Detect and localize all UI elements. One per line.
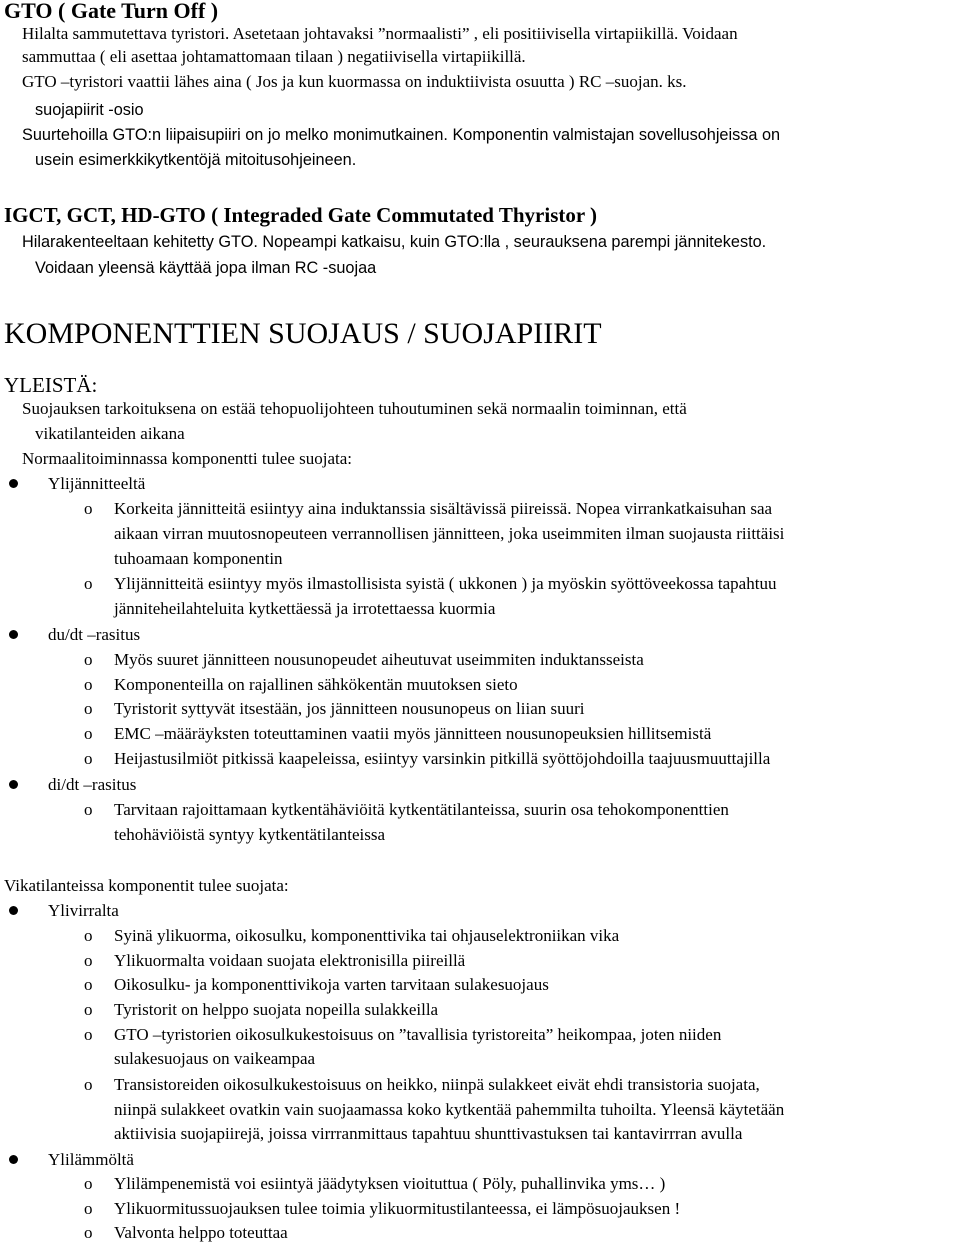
sub-item-line: Komponenteilla on rajallinen sähkökentän muutoksen sieto <box>114 675 518 694</box>
intro-line: Suojauksen tarkoituksena on estää tehopuolijohteen tuhoutuminen sekä normaalin toiminnan, että <box>22 399 687 418</box>
gto-text-line: suojapiirit -osio <box>35 101 144 119</box>
general-heading: YLEISTÄ: <box>4 373 98 397</box>
list-item-label: Ylilämmöltä <box>48 1150 134 1169</box>
sub-item-line: Tarvitaan rajoittamaan kytkentähäviöitä kytkentätilanteissa, suurin osa tehokomponenttien <box>114 800 729 819</box>
bullet-icon <box>9 479 18 488</box>
sub-item-line: Ylikuormalta voidaan suojata elektronisilla piireillä <box>114 951 466 970</box>
sub-bullet-icon: o <box>84 1000 93 1019</box>
sub-item-line: Syinä ylikuorma, oikosulku, komponenttivika tai ohjauselektroniikan vika <box>114 926 620 945</box>
list-item-label: Ylijännitteeltä <box>48 474 146 493</box>
sub-bullet-icon: o <box>84 650 93 669</box>
sub-item-line: Korkeita jännitteitä esiintyy aina induktanssia sisältävissä piireissä. Nopea virrankatkaisuhan saa <box>114 499 773 518</box>
list-item-label: Ylivirralta <box>48 901 119 920</box>
sub-item-line: Transistoreiden oikosulkukestoisuus on heikko, niinpä sulakkeet eivät ehdi transistoria suojata, <box>114 1075 760 1094</box>
sub-bullet-icon: o <box>84 1025 93 1044</box>
sub-bullet-icon: o <box>84 975 93 994</box>
fault-heading: Vikatilanteissa komponentit tulee suojata: <box>4 876 289 895</box>
sub-bullet-icon: o <box>84 675 93 694</box>
gto-text-line: sammuttaa ( eli asettaa johtamattomaan tilaan ) negatiivisella virtapiikillä. <box>22 47 526 66</box>
bullet-icon <box>9 630 18 639</box>
sub-bullet-icon: o <box>84 1075 93 1094</box>
sub-bullet-icon: o <box>84 574 93 593</box>
igct-heading: IGCT, GCT, HD-GTO ( Integraded Gate Commutated Thyristor ) <box>4 203 598 227</box>
sub-bullet-icon: o <box>84 724 93 743</box>
sub-item-line: Oikosulku- ja komponenttivikoja varten tarvitaan sulakesuojaus <box>114 975 549 994</box>
intro-line: vikatilanteiden aikana <box>35 424 185 443</box>
sub-bullet-icon: o <box>84 800 93 819</box>
gto-text-line: GTO –tyristori vaattii lähes aina ( Jos ja kun kuormassa on induktiivista osuutta ) RC –suojan. ks. <box>22 72 687 91</box>
sub-bullet-icon: o <box>84 1223 93 1242</box>
sub-item-line: Ylijännitteitä esiintyy myös ilmastollisista syistä ( ukkonen ) ja myöskin syöttöveekossa tapahtuu <box>114 574 777 593</box>
sub-item-line: EMC –määräyksten toteuttaminen vaatii myös jännitteen nousunopeuksien hillitsemistä <box>114 724 712 743</box>
sub-bullet-icon: o <box>84 699 93 718</box>
sub-bullet-icon: o <box>84 926 93 945</box>
sub-item-line: niinpä sulakkeet ovatkin vain suojaamassa koko kytkentää pahemmilta tuhoilta. Yleensä käytetään <box>114 1100 785 1119</box>
sub-item-line: aktiivisia suojapiirejä, joissa virrranmittaus tapahtuu shunttivastuksen tai kantavirrran avulla <box>114 1124 743 1143</box>
sub-item-line: GTO –tyristorien oikosulkukestoisuus on ”tavallisia tyristoreita” heikompaa, joten niiden <box>114 1025 722 1044</box>
sub-bullet-icon: o <box>84 1199 93 1218</box>
section-title: KOMPONENTTIEN SUOJAUS / SUOJAPIIRIT <box>4 317 602 350</box>
list-item-label: di/dt –rasitus <box>48 775 137 794</box>
sub-item-line: Valvonta helppo toteuttaa <box>114 1223 288 1242</box>
sub-item-line: Ylilämpenemistä voi esiintyä jäädytyksen vioituttua ( Pöly, puhallinvika yms… ) <box>114 1174 666 1193</box>
gto-text-line: Hilalta sammutettava tyristori. Asetetaan johtavaksi ”normaalisti” , eli positiivisella virtapiikillä. Voidaan <box>22 24 738 43</box>
bullet-icon <box>9 780 18 789</box>
sub-item-line: Ylikuormitussuojauksen tulee toimia ylikuormitustilanteessa, ei lämpösuojauksen ! <box>114 1199 681 1218</box>
gto-heading: GTO ( Gate Turn Off ) <box>4 0 219 23</box>
sub-item-line: sulakesuojaus on vaikeampaa <box>114 1049 316 1068</box>
gto-text-line: Suurtehoilla GTO:n liipaisupiiri on jo melko monimutkainen. Komponentin valmistajan sovellusohjeissa on <box>22 126 781 144</box>
igct-text-line: Voidaan yleensä käyttää jopa ilman RC -suojaa <box>35 259 377 277</box>
list-item-label: du/dt –rasitus <box>48 625 141 644</box>
sub-item-line: Heijastusilmiöt pitkissä kaapeleissa, esiintyy varsinkin pitkillä syöttöjohdoilla taajuusmuuttajilla <box>114 749 771 768</box>
sub-item-line: aikaan virran muutosnopeuteen verrannollisen jännitteen, joka useimmiten ilman suojausta riittäisi <box>114 524 785 543</box>
sub-bullet-icon: o <box>84 749 93 768</box>
igct-text-line: Hilarakenteeltaan kehitetty GTO. Nopeampi katkaisu, kuin GTO:lla , seurauksena parempi jännitekesto. <box>22 233 767 251</box>
bullet-icon <box>9 906 18 915</box>
sub-item-line: tuhoamaan komponentin <box>114 549 283 568</box>
sub-item-line: Myös suuret jännitteen nousunopeudet aiheutuvat useimmiten induktansseista <box>114 650 644 669</box>
bullet-icon <box>9 1155 18 1164</box>
sub-item-line: Tyristorit syttyvät itsestään, jos jännitteen nousunopeus on liian suuri <box>114 699 585 718</box>
sub-item-line: Tyristorit on helppo suojata nopeilla sulakkeilla <box>114 1000 439 1019</box>
sub-item-line: jänniteheilahteluita kytkettäessä ja irrotettaessa kuormia <box>114 599 496 618</box>
normal-heading: Normaalitoiminnassa komponentti tulee suojata: <box>22 449 353 468</box>
sub-bullet-icon: o <box>84 1174 93 1193</box>
sub-item-line: tehohäviöistä syntyy kytkentätilanteissa <box>114 825 386 844</box>
sub-bullet-icon: o <box>84 499 93 518</box>
sub-bullet-icon: o <box>84 951 93 970</box>
gto-text-line: usein esimerkkikytkentöjä mitoitusohjeineen. <box>35 151 357 169</box>
